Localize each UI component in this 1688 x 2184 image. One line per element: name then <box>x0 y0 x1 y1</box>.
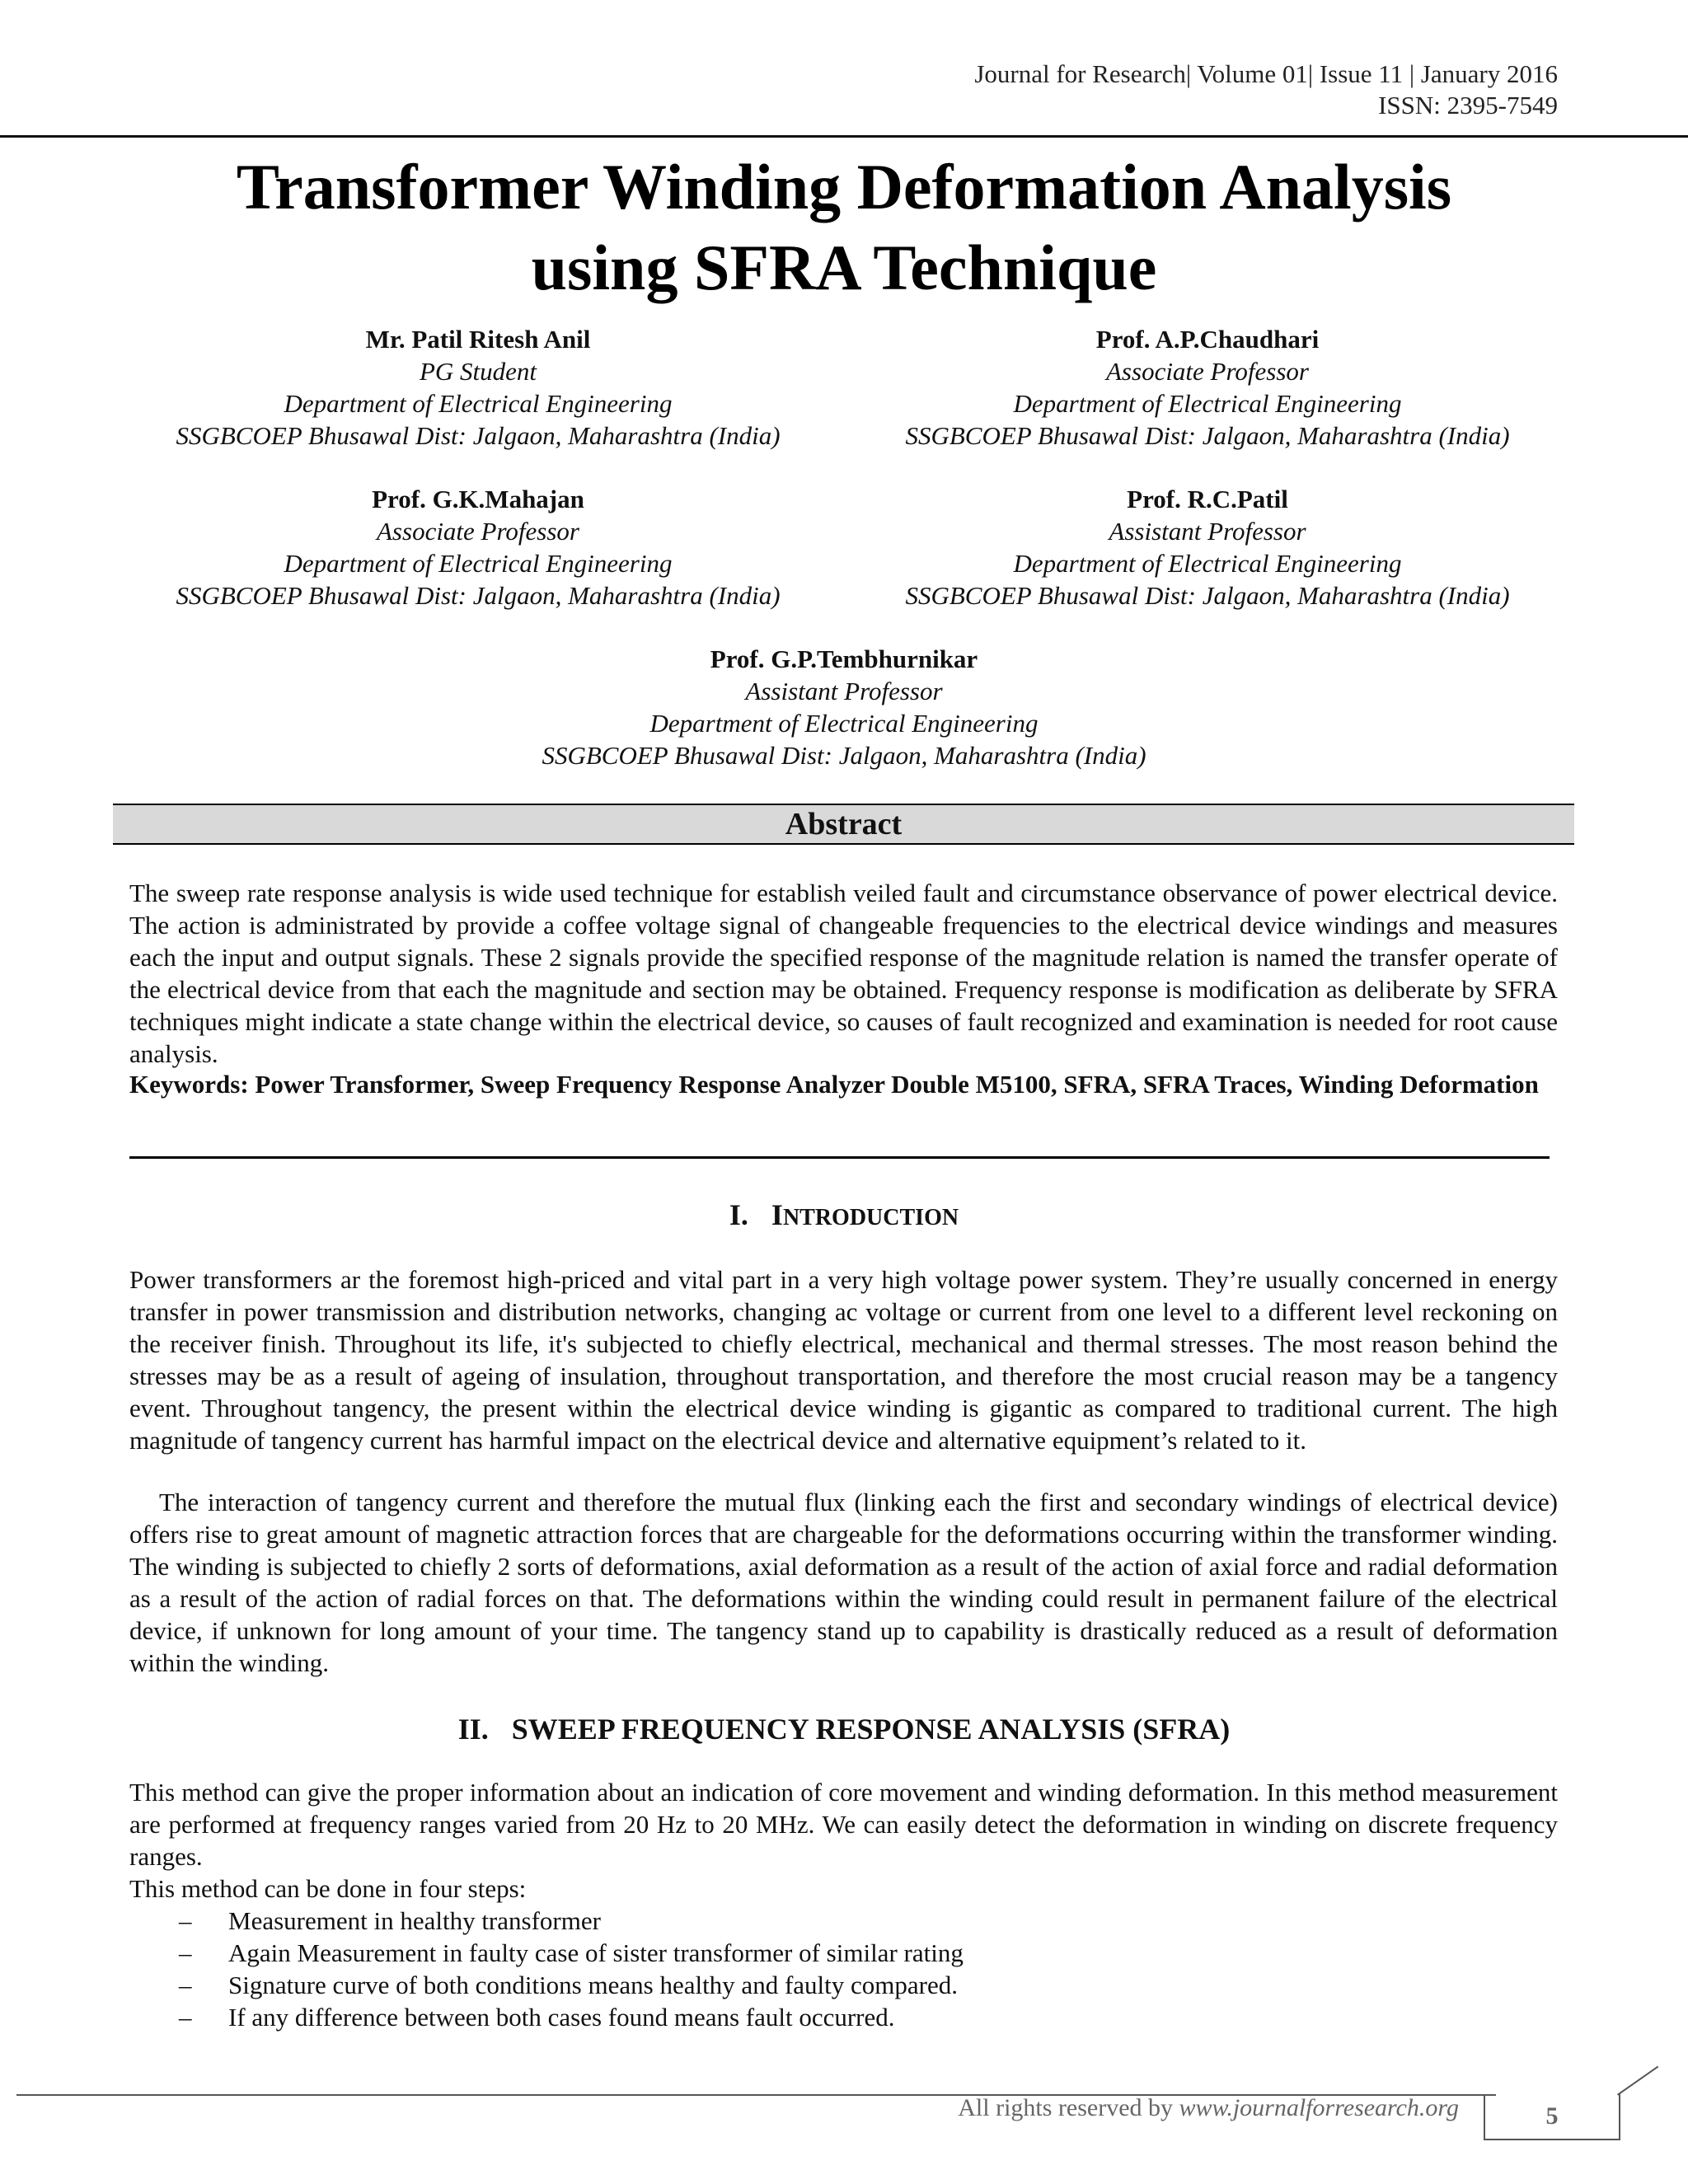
author-name: Prof. G.K.Mahajan <box>372 485 584 513</box>
author-role: Associate Professor <box>1106 357 1309 386</box>
author-inst: SSGBCOEP Bhusawal Dist: Jalgaon, Maharashtra (India) <box>905 421 1510 450</box>
author-name: Prof. A.P.Chaudhari <box>1095 325 1320 354</box>
section-number: I. <box>729 1198 748 1231</box>
author-role: Associate Professor <box>377 517 579 546</box>
author-dept: Department of Electrical Engineering <box>284 549 673 578</box>
author-role: PG Student <box>419 357 537 386</box>
author-dept: Department of Electrical Engineering <box>649 709 1039 738</box>
section-title: SWEEP FREQUENCY RESPONSE ANALYSIS (SFRA) <box>511 1713 1231 1746</box>
dash-bullet: – <box>179 1938 192 1967</box>
keywords-rule <box>129 1156 1550 1159</box>
section-heading-sfra <box>0 1711 1688 1747</box>
author-block-1 <box>140 323 816 452</box>
intro-paragraph-1: Power transformers ar the foremost high-priced and vital part in a very high voltage power system. They’re usually concerned in energy transfer in power transmission and distribution networks, changing ac voltage or current from one level to a different level reckoning on the receiver finish. Throughout its life, it's subjected to chiefly electrical, mechanical and thermal stresses. The most reason behind the stresses may be as a result of ageing of insulation, throughout transportation, and therefore the most crucial reason may be a tangency event. Throughout tangency, the present within the electrical device winding is gigantic as compared to traditional current. The high magnitude of tangency current has harmful impact on the electrical device and alternative equipment’s related to it. <box>129 1265 1558 1455</box>
author-inst: SSGBCOEP Bhusawal Dist: Jalgaon, Maharashtra (India) <box>905 581 1510 610</box>
sfra-paragraph: This method can give the proper information about an indication of core movement and winding deformation. In this method measurement are performed at frequency ranges varied from 20 Hz to 20 MHz. We can easily detect the deformation in winding on discrete frequency ranges. <box>129 1778 1558 1871</box>
author-block-2 <box>865 323 1550 452</box>
title-line-2: using SFRA Technique <box>531 232 1157 303</box>
author-role: Assistant Professor <box>1109 517 1306 546</box>
author-block-3 <box>140 483 816 612</box>
footer-rights <box>958 2093 1459 2123</box>
author-name: Prof. G.P.Tembhurnikar <box>710 644 978 673</box>
author-dept: Department of Electrical Engineering <box>1013 549 1402 578</box>
page-corner-line <box>1617 2066 1658 2096</box>
journal-info: Journal for Research| Volume 01| Issue 11 | January 2016 <box>974 59 1558 88</box>
issn: ISSN: 2395-7549 <box>1378 91 1558 120</box>
list-item: – Measurement in healthy transformer <box>179 1906 601 1935</box>
section-number: II. <box>457 1713 489 1746</box>
dash-bullet: – <box>179 2003 192 2032</box>
author-inst: SSGBCOEP Bhusawal Dist: Jalgaon, Maharashtra (India) <box>542 741 1146 770</box>
section-title-rest: NTRODUCTION <box>782 1205 959 1230</box>
author-inst: SSGBCOEP Bhusawal Dist: Jalgaon, Maharashtra (India) <box>176 581 781 610</box>
abstract-heading: Abstract <box>113 804 1574 845</box>
page-number: 5 <box>1484 2094 1620 2140</box>
author-dept: Department of Electrical Engineering <box>1013 389 1402 418</box>
list-item: – If any difference between both cases found means fault occurred. <box>179 2003 895 2032</box>
header-rule <box>0 135 1688 138</box>
rights-text: All rights reserved by <box>958 2094 1179 2121</box>
author-dept: Department of Electrical Engineering <box>284 389 673 418</box>
author-name: Prof. R.C.Patil <box>1127 485 1288 513</box>
section-title-initial: I <box>771 1198 783 1231</box>
list-item: – Signature curve of both conditions means healthy and faulty compared. <box>179 1971 958 1999</box>
steps-intro: This method can be done in four steps: <box>129 1874 527 1903</box>
author-role: Assistant Professor <box>745 677 943 705</box>
paper-title <box>0 147 1688 308</box>
journal-url-link[interactable]: www.journalforresearch.org <box>1179 2094 1459 2121</box>
title-line-1: Transformer Winding Deformation Analysis <box>236 151 1452 223</box>
abstract-text: The sweep rate response analysis is wide used technique for establish veiled fault and circumstance observance of power electrical device. The action is administrated by provide a coffee voltage signal of changeable frequencies to the electrical device windings and measures each the input and output signals. These 2 signals provide the specified response of the magnitude relation is named the transfer operate of the electrical device from that each the magnitude and section may be obtained. Frequency response is modification as deliberate by SFRA techniques might indicate a state change within the electrical device, so causes of fault recognized and examination is needed for root cause analysis. <box>129 879 1558 1068</box>
author-block-5 <box>473 643 1215 771</box>
list-item: – Again Measurement in faulty case of sister transformer of similar rating <box>179 1938 964 1967</box>
author-block-4 <box>865 483 1550 612</box>
dash-bullet: – <box>179 1971 192 1999</box>
dash-bullet: – <box>179 1906 192 1935</box>
steps-list <box>129 1905 1558 2033</box>
section-heading-introduction <box>0 1197 1688 1236</box>
author-name: Mr. Patil Ritesh Anil <box>365 325 591 354</box>
intro-paragraph-2: The interaction of tangency current and therefore the mutual flux (linking each the first and secondary windings of electrical device) offers rise to great amount of magnetic attraction forces that are chargeable for the deformations occurring within the transformer winding. The winding is subjected to chiefly 2 sorts of deformations, axial deformation as a result of the action of axial force and radial deformation as a result of the action of radial forces on that. The deformations within the winding could result in permanent failure of the electrical device, if unknown for long amount of your time. The tangency stand up to capability is drastically reduced as a result of deformation within the winding. <box>129 1488 1558 1677</box>
keywords: Keywords: Power Transformer, Sweep Frequency Response Analyzer Double M5100, SFRA, SFRA Traces, Winding Deformation <box>129 1070 1539 1099</box>
author-inst: SSGBCOEP Bhusawal Dist: Jalgaon, Maharashtra (India) <box>176 421 781 450</box>
